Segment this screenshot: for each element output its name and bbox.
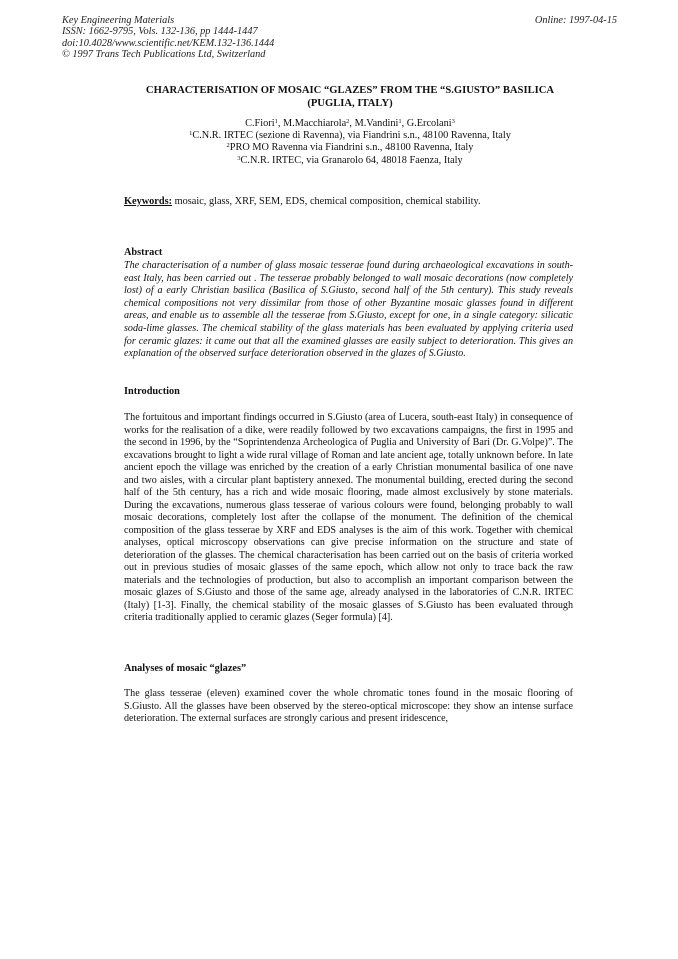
author-block xyxy=(120,118,580,167)
introduction-body: The fortuitous and important findings occurred in S.Giusto (area of Lucera, south-east Italy) in consequence of works for the realisation of a dike, were readily followed by two excavations campaigns, the first in 1995 and the second in 1996, by the “Soprintendenza Archeologica of Puglia and University of Bari (Dr. G.Volpe)”. The excavations brought to light a wide rural village of Roman and late ancient age, totally unknown before. In late ancient epoch the village was enriched by the creation of a early Christian monumental basilica of one nave and two aisles, with a circular plant baptistery annexed. The monumental building, erected during the second half of the 5th century, has a rich and wide mosaic flooring, made almost exclusively by stone materials. During the excavations, numerous glass tesserae of various colours were found, belonging probably to wall mosaic decorations, completely lost after the collapse of the monument. The definition of the chemical composition of the glass tesserae by XRF and EDS analyses is the aim of this work. Together with chemical analyses, optical microscopy observations can give precise information on the structure and state of deterioration of the glasses. The chemical characterisation has been carried out on the basis of criteria worked out in previous studies of mosaic glasses of the same epoch, which allow not only to trace back the raw materials and the technologies of production, but also to accomplish an important comparison between the mosaic glazes of S.Giusto and those of the same age, already analysed in the laboratories of C.N.R. IRTEC (Italy) [1-3]. Finally, the chemical stability of the mosaic glasses of S.Giusto has been evaluated through criteria traditionally applied to ceramic glazes (Seger formula) [4]. xyxy=(124,412,573,623)
abstract-body: The characterisation of a number of glass mosaic tesserae found during archaeological excavations in south-east Italy, has been carried out . The tesserae probably belonged to wall mosaic decorations (now completely lost) of a early Christian basilica (Basilica of S.Giusto, second half of the 5th century). This study reveals chemical compositions not very dissimilar from those of other Byzantine mosaic glasses found in different areas, and enable us to assemble all the tesserae from S.Giusto, except for one, in a single category: silicatic soda-lime glasses. The chemical stability of the glass materials has been evaluated by applying criteria used for ceramic glazes: it came out that all the examined glasses are easily subject to deterioration. This gives an explanation of the observed surface deterioration observed in the glazes of S.Giusto. xyxy=(124,260,573,360)
doi-link[interactable]: doi:10.4028/www.scientific.net/KEM.132-136.1444 xyxy=(62,37,275,49)
keywords-line xyxy=(124,196,574,207)
introduction-heading: Introduction xyxy=(124,386,180,397)
author-2: M.Macchiarola$^2$, xyxy=(282,118,355,129)
affiliation-1: $^1$C.N.R. IRTEC (sezione di Ravenna), via Fiandrini s.n., 48100 Ravenna, Italy xyxy=(189,130,511,142)
analyses-body: The glass tesserae (eleven) examined cover the whole chromatic tones found in the mosaic flooring of S.Giusto. All the glasses have been observed by the stereo-optical microscope: they show an intense surface deterioration. The external surfaces are strongly carious and present iridescence, xyxy=(124,688,573,724)
title-line-1: CHARACTERISATION OF MOSAIC “GLAZES” FROM THE “S.GIUSTO” BASILICA xyxy=(145,85,555,96)
author-1: C.Fiori$^1$, xyxy=(245,118,283,129)
copyright-line: © 1997 Trans Tech Publications Ltd, Switzerland xyxy=(62,49,266,61)
paper-title xyxy=(120,84,580,110)
keywords-text: mosaic, glass, XRF, SEM, EDS, chemical composition, chemical stability. xyxy=(174,196,481,207)
online-date: Online: 1997-04-15 xyxy=(534,15,617,26)
journal-name: Key Engineering Materials xyxy=(62,15,175,26)
author-4: G.Ercolani$^3$ xyxy=(406,118,455,129)
author-3: M.Vandini$^1$, xyxy=(354,118,407,129)
author-names xyxy=(120,118,580,130)
title-line-2: (PUGLIA, ITALY) xyxy=(307,98,393,109)
page-header xyxy=(62,15,617,61)
affiliation-2: $^2$PRO MO Ravenna via Fiandrini s.n., 48100 Ravenna, Italy xyxy=(226,142,474,154)
keywords-label: Keywords: xyxy=(124,196,173,207)
abstract-heading: Abstract xyxy=(124,247,163,258)
issn-line: ISSN: 1662-9795, Vols. 132-136, pp 1444-1447 xyxy=(62,26,258,38)
affiliation-3: $^3$C.N.R. IRTEC, via Granarolo 64, 48018 Faenza, Italy xyxy=(237,154,463,166)
analyses-heading: Analyses of mosaic “glazes” xyxy=(124,663,247,674)
